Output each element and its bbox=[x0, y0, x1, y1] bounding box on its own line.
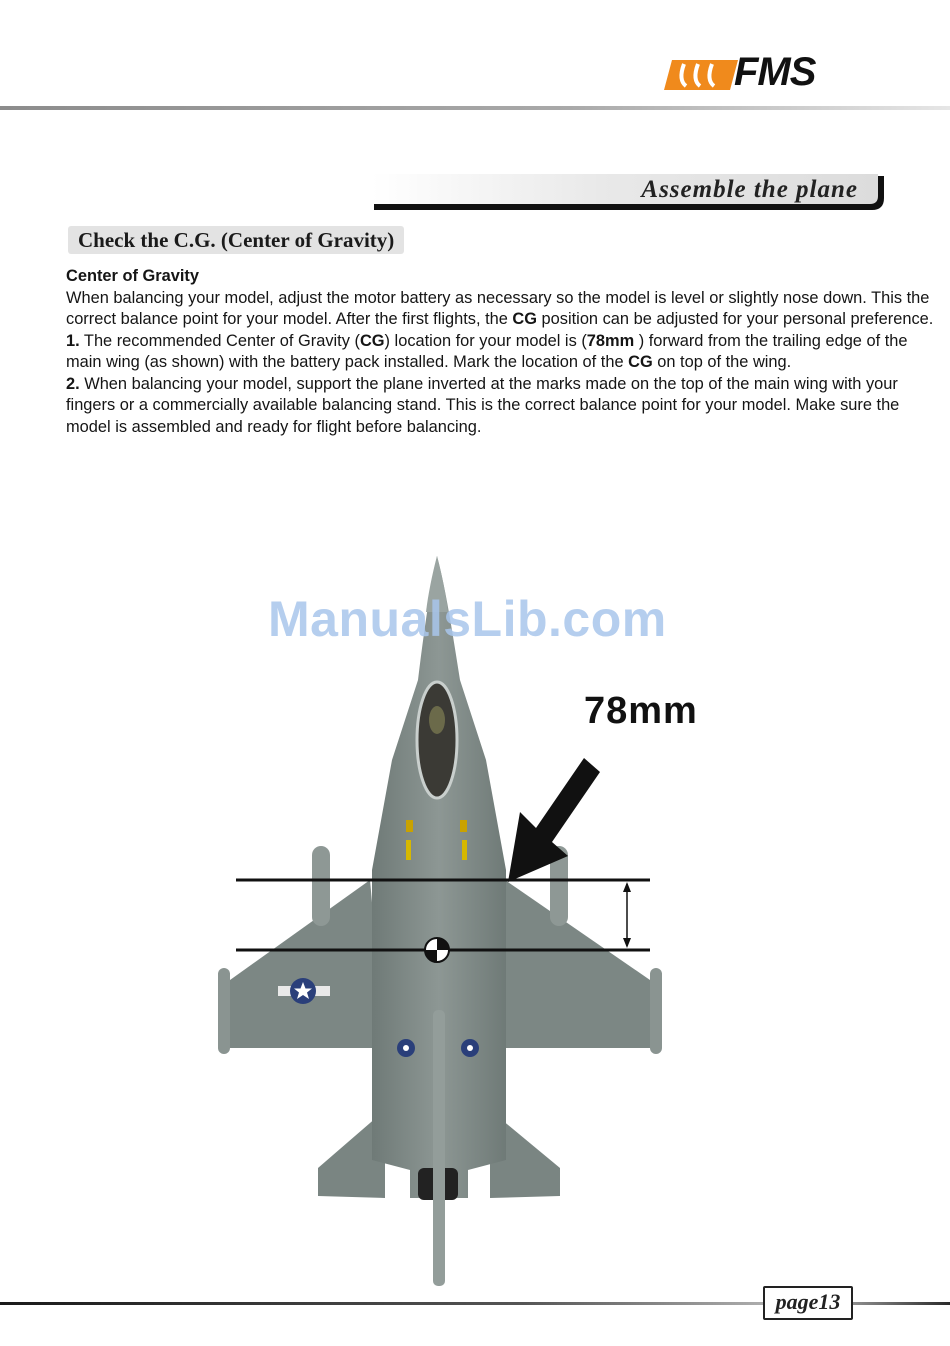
step-1-text-b: ) location for your model is ( bbox=[384, 331, 587, 350]
step-1-cg: CG bbox=[359, 331, 385, 350]
watermark: ManualsLib.com bbox=[268, 591, 667, 647]
step-2-text: When balancing your model, support the plane inverted at the marks made on the top of the main wing with your fingers or a commercially available balancing stand. This is the correct balance point for your model. Make sure the model is assembled and ready for flight before balancing. bbox=[66, 374, 900, 436]
dimension-label: 78mm bbox=[584, 690, 698, 732]
step-1-number: 1. bbox=[66, 331, 80, 350]
intro-end: position can be adjusted for your personal preference. bbox=[537, 310, 934, 328]
subheading: Check the C.G. (Center of Gravity) bbox=[78, 228, 395, 252]
subheading-box bbox=[68, 226, 404, 254]
step-1-text-c: ) forward from the trailing edge of the main wing (as shown) with the battery pack installed. Mark the location of the bbox=[66, 331, 908, 371]
cg-heading: Center of Gravity bbox=[66, 267, 199, 285]
body-text bbox=[66, 266, 936, 438]
step-1-text-a: The recommended Center of Gravity ( bbox=[79, 331, 360, 350]
page-number-badge bbox=[763, 1286, 853, 1320]
section-title: Assemble the plane bbox=[641, 176, 858, 203]
brand-name: FMS bbox=[734, 50, 816, 94]
header-rule bbox=[0, 106, 950, 110]
page-number: page13 bbox=[775, 1289, 841, 1314]
step-1-cg-2: CG bbox=[628, 353, 653, 371]
intro-cg: CG bbox=[512, 310, 537, 328]
aircraft-illustration bbox=[218, 556, 662, 1286]
step-1 bbox=[66, 331, 936, 374]
dimension-arrow-icon bbox=[623, 882, 631, 948]
step-1-value: 78mm bbox=[586, 331, 635, 350]
intro-paragraph bbox=[66, 288, 936, 331]
logo-stripes-icon bbox=[664, 60, 738, 90]
cg-marker-icon bbox=[425, 938, 449, 962]
intro-text: When balancing your model, adjust the motor battery as necessary so the model is level or slightly nose down. This the correct balance point for your model. After the first flights, the bbox=[66, 288, 930, 328]
section-banner bbox=[372, 172, 888, 214]
fms-logo bbox=[664, 50, 860, 94]
aircraft-cg-figure bbox=[0, 540, 950, 1300]
step-2-number: 2. bbox=[66, 374, 80, 393]
step-2 bbox=[66, 374, 936, 439]
step-1-text-d: on top of the wing. bbox=[652, 353, 792, 371]
